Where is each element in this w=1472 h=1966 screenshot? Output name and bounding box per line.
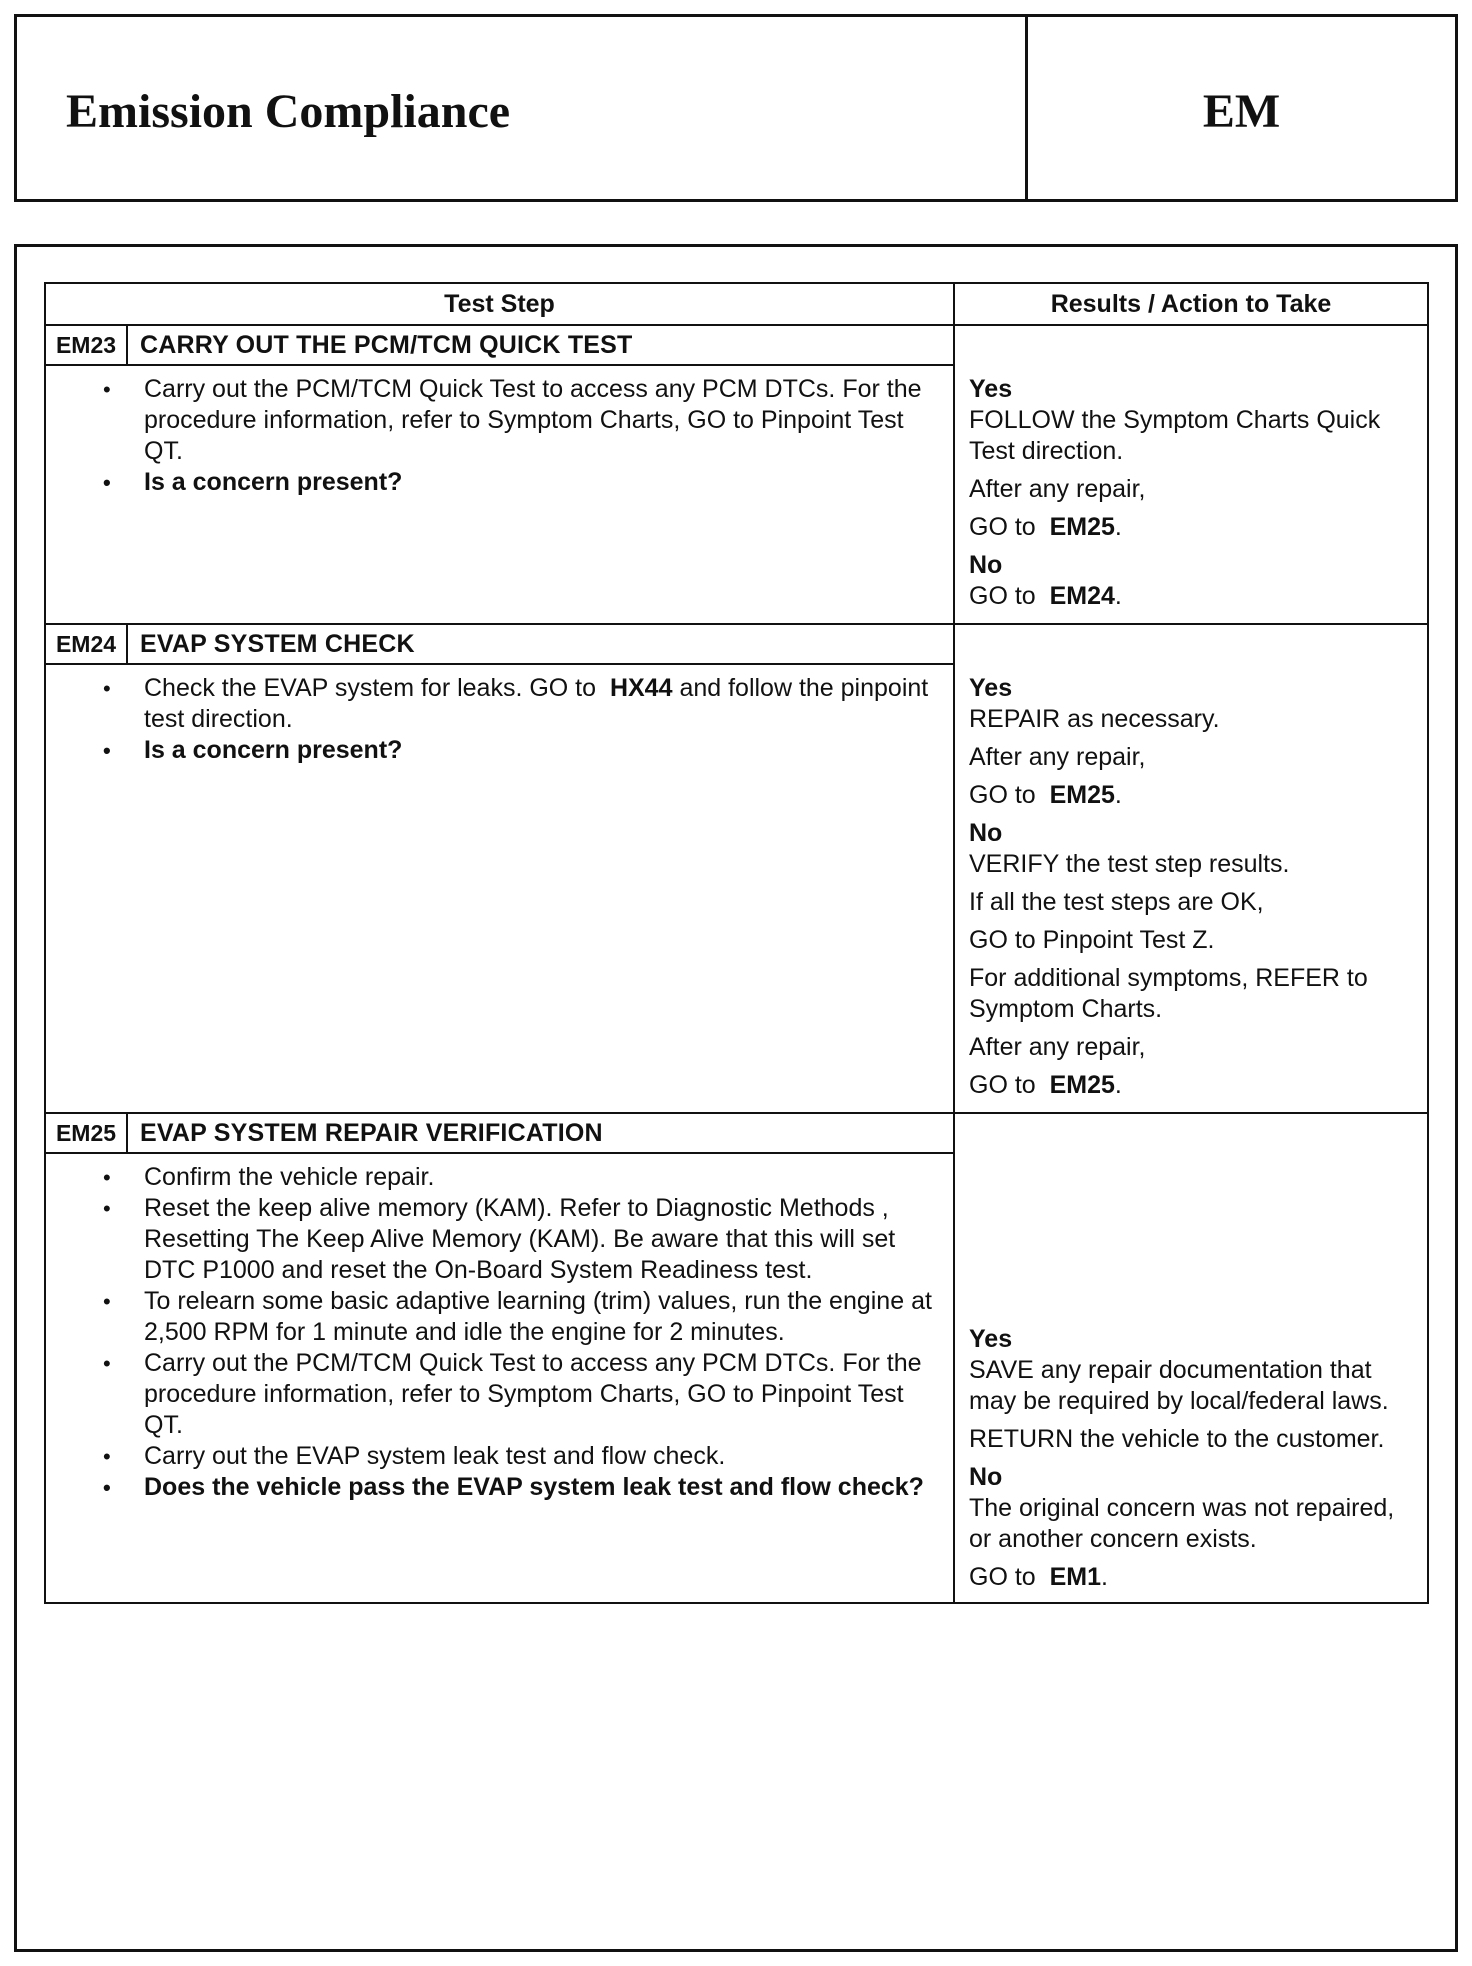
- result-text: GO to Pinpoint Test Z.: [969, 926, 1215, 954]
- step-id: EM24: [46, 625, 128, 663]
- step-title: EVAP SYSTEM REPAIR VERIFICATION: [140, 1118, 603, 1147]
- results-cell: [954, 325, 1428, 624]
- bullet-icon: •: [103, 470, 111, 495]
- bullet-icon: •: [103, 1351, 111, 1376]
- result-text: After any repair,: [969, 1033, 1146, 1061]
- list-item: • Carry out the PCM/TCM Quick Test to access any PCM DTCs. For the procedure information, refer to Symptom Charts, GO to Pinpoint Test QT.: [103, 375, 922, 465]
- bullet-icon: •: [103, 1289, 111, 1314]
- list-item: • Carry out the EVAP system leak test and flow check.: [103, 1442, 726, 1470]
- result-text: For additional symptoms, REFER to Symptom Charts.: [969, 964, 1368, 1023]
- bullet-icon: •: [103, 1475, 111, 1500]
- list-item: • Check the EVAP system for leaks. GO to HX44 and follow the pinpoint test direction.: [103, 674, 929, 733]
- step-heading: [46, 1114, 953, 1154]
- yes-label: Yes: [969, 375, 1013, 403]
- step-reference: EM1: [1049, 1563, 1101, 1591]
- step-reference: EM25: [1049, 781, 1115, 809]
- goto-text: GO to EM1.: [969, 1563, 1108, 1591]
- result-text: After any repair,: [969, 743, 1146, 771]
- list-item: • Carry out the PCM/TCM Quick Test to access any PCM DTCs. For the procedure information, refer to Symptom Charts, GO to Pinpoint Test QT.: [103, 1349, 922, 1439]
- results-cell: [954, 1113, 1428, 1603]
- test-step-header: Test Step: [45, 283, 954, 325]
- yes-label: Yes: [969, 674, 1013, 702]
- bullet-icon: •: [103, 377, 111, 402]
- results-cell: [954, 624, 1428, 1113]
- goto-text: GO to EM25.: [969, 1071, 1122, 1099]
- list-item: • Is a concern present?: [103, 736, 403, 764]
- bullet-icon: •: [103, 738, 111, 763]
- no-label: No: [969, 551, 1003, 579]
- bullet-icon: •: [103, 1196, 111, 1221]
- goto-text: GO to EM25.: [969, 781, 1122, 809]
- step-id: EM25: [46, 1114, 128, 1152]
- step-reference: HX44: [609, 674, 673, 702]
- section-code: EM: [1202, 85, 1281, 138]
- step-reference: EM25: [1049, 1071, 1115, 1099]
- result-text: REPAIR as necessary.: [969, 705, 1220, 733]
- no-label: No: [969, 819, 1003, 847]
- goto-text: GO to EM25.: [969, 513, 1122, 541]
- test-step-cell: [45, 624, 954, 1113]
- test-step-table: [44, 282, 1429, 1604]
- step-title: EVAP SYSTEM CHECK: [140, 629, 415, 658]
- yes-label: Yes: [969, 1325, 1013, 1353]
- step-id: EM23: [46, 326, 128, 364]
- result-text: RETURN the vehicle to the customer.: [969, 1425, 1385, 1453]
- result-text: The original concern was not repaired, or another concern exists.: [969, 1494, 1395, 1553]
- result-text: FOLLOW the Symptom Charts Quick Test direction.: [969, 406, 1381, 465]
- list-item: • Is a concern present?: [103, 468, 403, 496]
- step-instructions: [46, 665, 953, 776]
- list-item: • To relearn some basic adaptive learning (trim) values, run the engine at 2,500 RPM for 1 minute and idle the engine for 2 minutes.: [103, 1287, 932, 1346]
- result-text: If all the test steps are OK,: [969, 888, 1264, 916]
- step-heading: [46, 625, 953, 665]
- page-title: Emission Compliance: [66, 85, 511, 138]
- no-label: No: [969, 1463, 1003, 1491]
- table-row: [45, 1113, 1428, 1603]
- table-row: [45, 624, 1428, 1113]
- list-item: • Does the vehicle pass the EVAP system leak test and flow check?: [103, 1473, 924, 1501]
- list-item: • Confirm the vehicle repair.: [103, 1163, 435, 1191]
- result-text: SAVE any repair documentation that may be required by local/federal laws.: [969, 1356, 1389, 1415]
- bullet-icon: •: [103, 1444, 111, 1469]
- bullet-icon: •: [103, 676, 111, 701]
- table-header-row: [45, 283, 1428, 325]
- result-text: After any repair,: [969, 475, 1146, 503]
- step-reference: EM25: [1049, 513, 1115, 541]
- step-instructions: [46, 1154, 953, 1513]
- test-step-cell: [45, 1113, 954, 1603]
- step-title: CARRY OUT THE PCM/TCM QUICK TEST: [140, 330, 633, 359]
- step-heading: [46, 326, 953, 366]
- results-header: Results / Action to Take: [954, 283, 1428, 325]
- bullet-icon: •: [103, 1165, 111, 1190]
- step-reference: EM24: [1049, 582, 1115, 610]
- list-item: • Reset the keep alive memory (KAM). Refer to Diagnostic Methods , Resetting The Keep Alive Memory (KAM). Be aware that this will set DTC P1000 and reset the On-Board System Readiness test.: [103, 1194, 896, 1284]
- table-row: [45, 325, 1428, 624]
- step-instructions: [46, 366, 953, 508]
- result-text: VERIFY the test step results.: [969, 850, 1290, 878]
- goto-text: GO to EM24.: [969, 582, 1122, 610]
- page-header: [14, 14, 1458, 202]
- test-step-cell: [45, 325, 954, 624]
